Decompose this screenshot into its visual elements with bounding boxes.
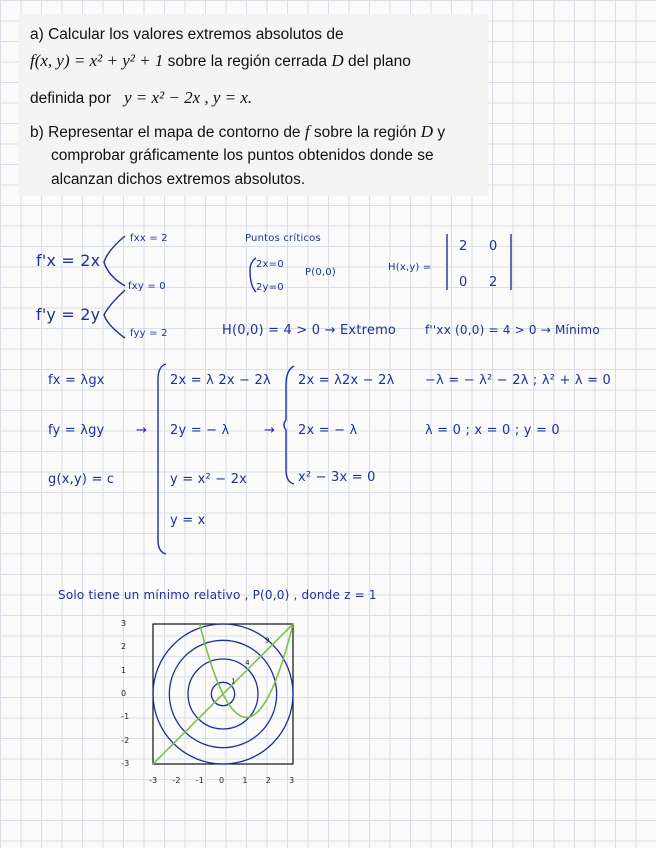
result-line-1: −λ = − λ² − 2λ ; λ² + λ = 0: [425, 373, 612, 388]
arrow-2: →: [264, 423, 276, 438]
x-tick-label: -1: [195, 776, 205, 785]
critical-points-title: Puntos críticos: [245, 233, 321, 244]
critical-point: P(0,0): [305, 267, 336, 278]
result-line-2: λ = 0 ; x = 0 ; y = 0: [425, 423, 560, 438]
system1-eq-4: y = x: [170, 513, 206, 528]
y-tick-label: 2: [121, 642, 127, 652]
lagrange-eq-2: fy = λgy: [48, 423, 105, 438]
derivative-fy: f'y = 2y: [36, 305, 101, 324]
system1-eq-2: 2y = − λ: [170, 423, 230, 438]
derivative-fx: f'x = 2x: [36, 251, 101, 270]
problem-b-line3: alcanzan dichos extremos absolutos.: [51, 171, 306, 188]
contour-label: 9: [265, 636, 270, 645]
lagrange-eq-1: fx = λgx: [48, 373, 105, 388]
x-tick-label: 0: [219, 776, 225, 785]
problem-a-line1: a) Calcular los valores extremos absolutos de: [30, 26, 344, 43]
fxx-at-origin: f''xx (0,0) = 4 > 0 → Mínimo: [425, 323, 600, 337]
y-tick-label: 3: [121, 619, 127, 628]
system1-eq-1: 2x = λ 2x − 2λ: [170, 373, 271, 388]
x-tick-label: 1: [242, 776, 248, 785]
problem-a-line2: f(x, y) = x² + y² + 1 sobre la región cerrada D del plano: [30, 51, 411, 70]
critical-eq-1: 2x=0: [256, 259, 284, 270]
second-derivative-fxx: fxx = 2: [130, 233, 168, 244]
region-curves: [153, 624, 293, 764]
conclusion: Solo tiene un mínimo relativo , P(0,0) , donde z = 1: [58, 588, 377, 602]
y-tick-label: -2: [121, 735, 130, 745]
system1-eq-3: y = x² − 2x: [170, 472, 248, 487]
contour-labels: [231, 637, 269, 686]
hessian-h22: 2: [489, 275, 498, 290]
lagrange-eq-3: g(x,y) = c: [48, 472, 115, 487]
y-tick-label: 1: [121, 665, 127, 675]
system2-eq-3: x² − 3x = 0: [298, 470, 376, 485]
second-derivative-fyy: fyy = 2: [130, 328, 168, 339]
hessian-h12: 0: [489, 239, 498, 254]
system2-eq-1: 2x = λ2x − 2λ: [298, 373, 395, 388]
second-derivative-fxy: fxy = 0: [128, 281, 166, 292]
arrow-1: →: [136, 423, 148, 438]
x-tick-label: 2: [265, 776, 271, 785]
y-tick-label: -3: [121, 759, 130, 768]
hessian-h21: 0: [459, 275, 468, 290]
x-tick-label: -3: [149, 776, 158, 785]
function-formula: f(x, y) = x² + y² + 1: [30, 51, 164, 70]
hessian-value: H(0,0) = 4 > 0 → Extremo: [222, 323, 397, 338]
problem-a-line3: definida por y = x² − 2x , y = x.: [30, 88, 253, 107]
y-tick-label: 0: [121, 689, 127, 698]
region-equations: y = x² − 2x , y = x.: [123, 88, 253, 107]
system2-eq-2: 2x = − λ: [298, 423, 358, 438]
hessian-label: H(x,y) =: [388, 262, 432, 273]
contour-label: 4: [245, 658, 250, 667]
problem-b-line2: comprobar gráficamente los puntos obtenidos donde se: [51, 147, 434, 164]
x-tick-label: -2: [172, 776, 181, 785]
contour-label: 1: [231, 677, 236, 686]
problem-b-line1: b) Representar el mapa de contorno de f sobre la región D y: [30, 122, 446, 141]
hessian-h11: 2: [459, 239, 468, 254]
critical-eq-2: 2y=0: [256, 282, 284, 293]
x-tick-label: 3: [289, 776, 295, 785]
y-tick-label: -1: [121, 712, 130, 722]
